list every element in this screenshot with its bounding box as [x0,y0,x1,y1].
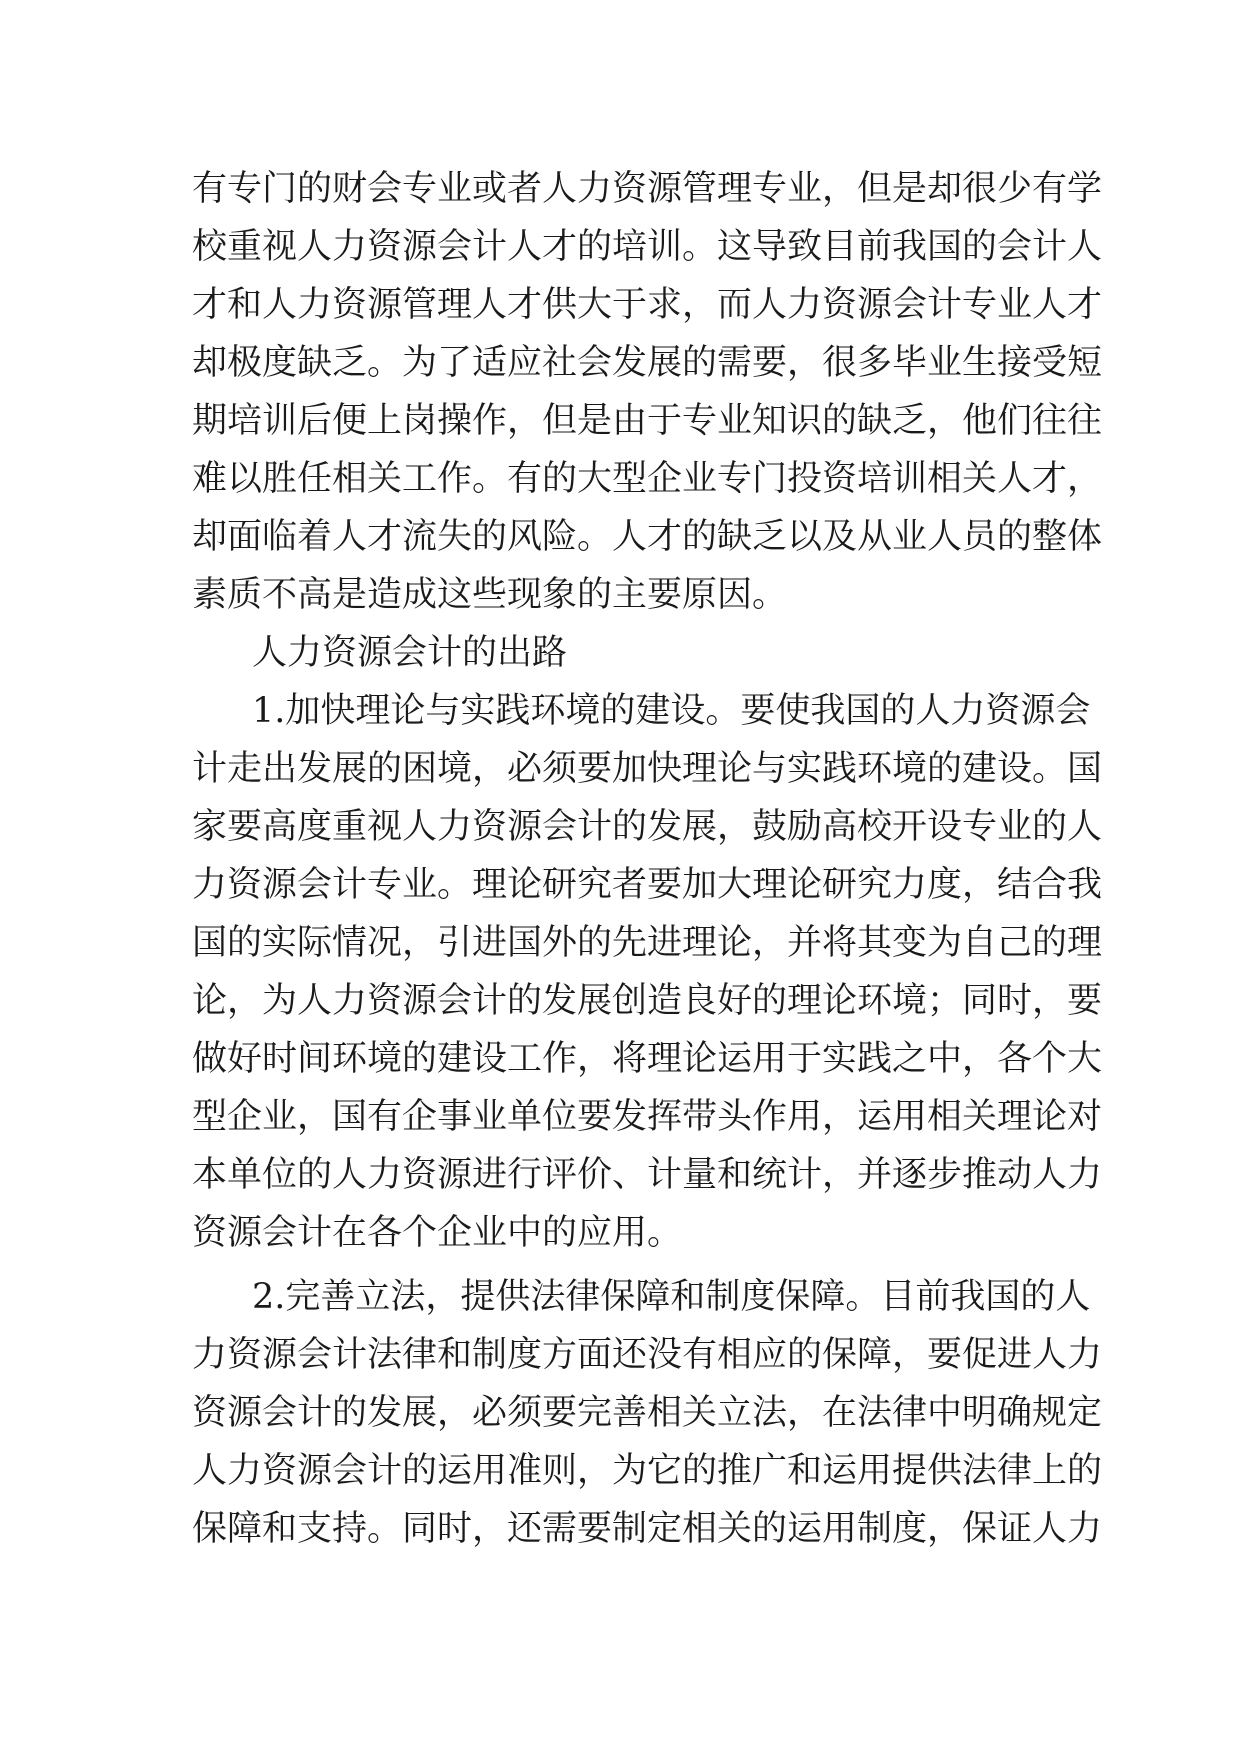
text-line: 素质不高是造成这些现象的主要原因。 [192,575,788,615]
text-line: 资源会计在各个企业中的应用。 [192,1213,683,1253]
text-line: 家要高度重视人力资源会计的发展，鼓励高校开设专业的人 [192,807,1103,847]
text-line: 力资源会计法律和制度方面还没有相应的保障，要促进人力 [192,1335,1103,1375]
text-line: 国的实际情况，引进国外的先进理论，并将其变为自己的理 [192,923,1103,963]
text-line: 人力资源会计的运用准则，为它的推广和运用提供法律上的 [192,1451,1103,1491]
text-line: 却面临着人才流失的风险。人才的缺乏以及从业人员的整体 [192,517,1103,557]
text-line: 本单位的人力资源进行评价、计量和统计，并逐步推动人力 [192,1155,1103,1195]
paragraph-continuation [192,160,1103,624]
text-line: 型企业，国有企事业单位要发挥带头作用，运用相关理论对 [192,1097,1103,1137]
text-line: 做好时间环境的建设工作，将理论运用于实践之中，各个大 [192,1039,1103,1079]
text-line: 资源会计的发展，必须要完善相关立法，在法律中明确规定 [192,1393,1103,1433]
text-line: 才和人力资源管理人才供大于求，而人力资源会计专业人才 [192,285,1103,325]
document-body [192,160,1103,1558]
text-line: 却极度缺乏。为了适应社会发展的需要，很多毕业生接受短 [192,343,1103,383]
text-line: 校重视人力资源会计人才的培训。这导致目前我国的会计人 [192,227,1103,267]
text-line: 力资源会计专业。理论研究者要加大理论研究力度，结合我 [192,865,1103,905]
text-line: 有专门的财会专业或者人力资源管理专业，但是却很少有学 [192,169,1103,209]
text-line: 1.加快理论与实践环境的建设。要使我国的人力资源会 [252,691,1091,731]
paragraph-1 [192,682,1103,1262]
heading-text: 人力资源会计的出路 [252,633,568,673]
text-line: 保障和支持。同时，还需要制定相关的运用制度，保证人力 [192,1509,1103,1549]
paragraph-2 [192,1268,1103,1558]
text-line: 2.完善立法，提供法律保障和制度保障。目前我国的人 [252,1277,1091,1317]
section-heading [192,624,1054,682]
text-line: 难以胜任相关工作。有的大型企业专门投资培训相关人才， [192,459,1103,499]
text-line: 期培训后便上岗操作，但是由于专业知识的缺乏，他们往往 [192,401,1103,441]
text-line: 计走出发展的困境，必须要加快理论与实践环境的建设。国 [192,749,1103,789]
text-line: 论，为人力资源会计的发展创造良好的理论环境；同时，要 [192,981,1103,1021]
